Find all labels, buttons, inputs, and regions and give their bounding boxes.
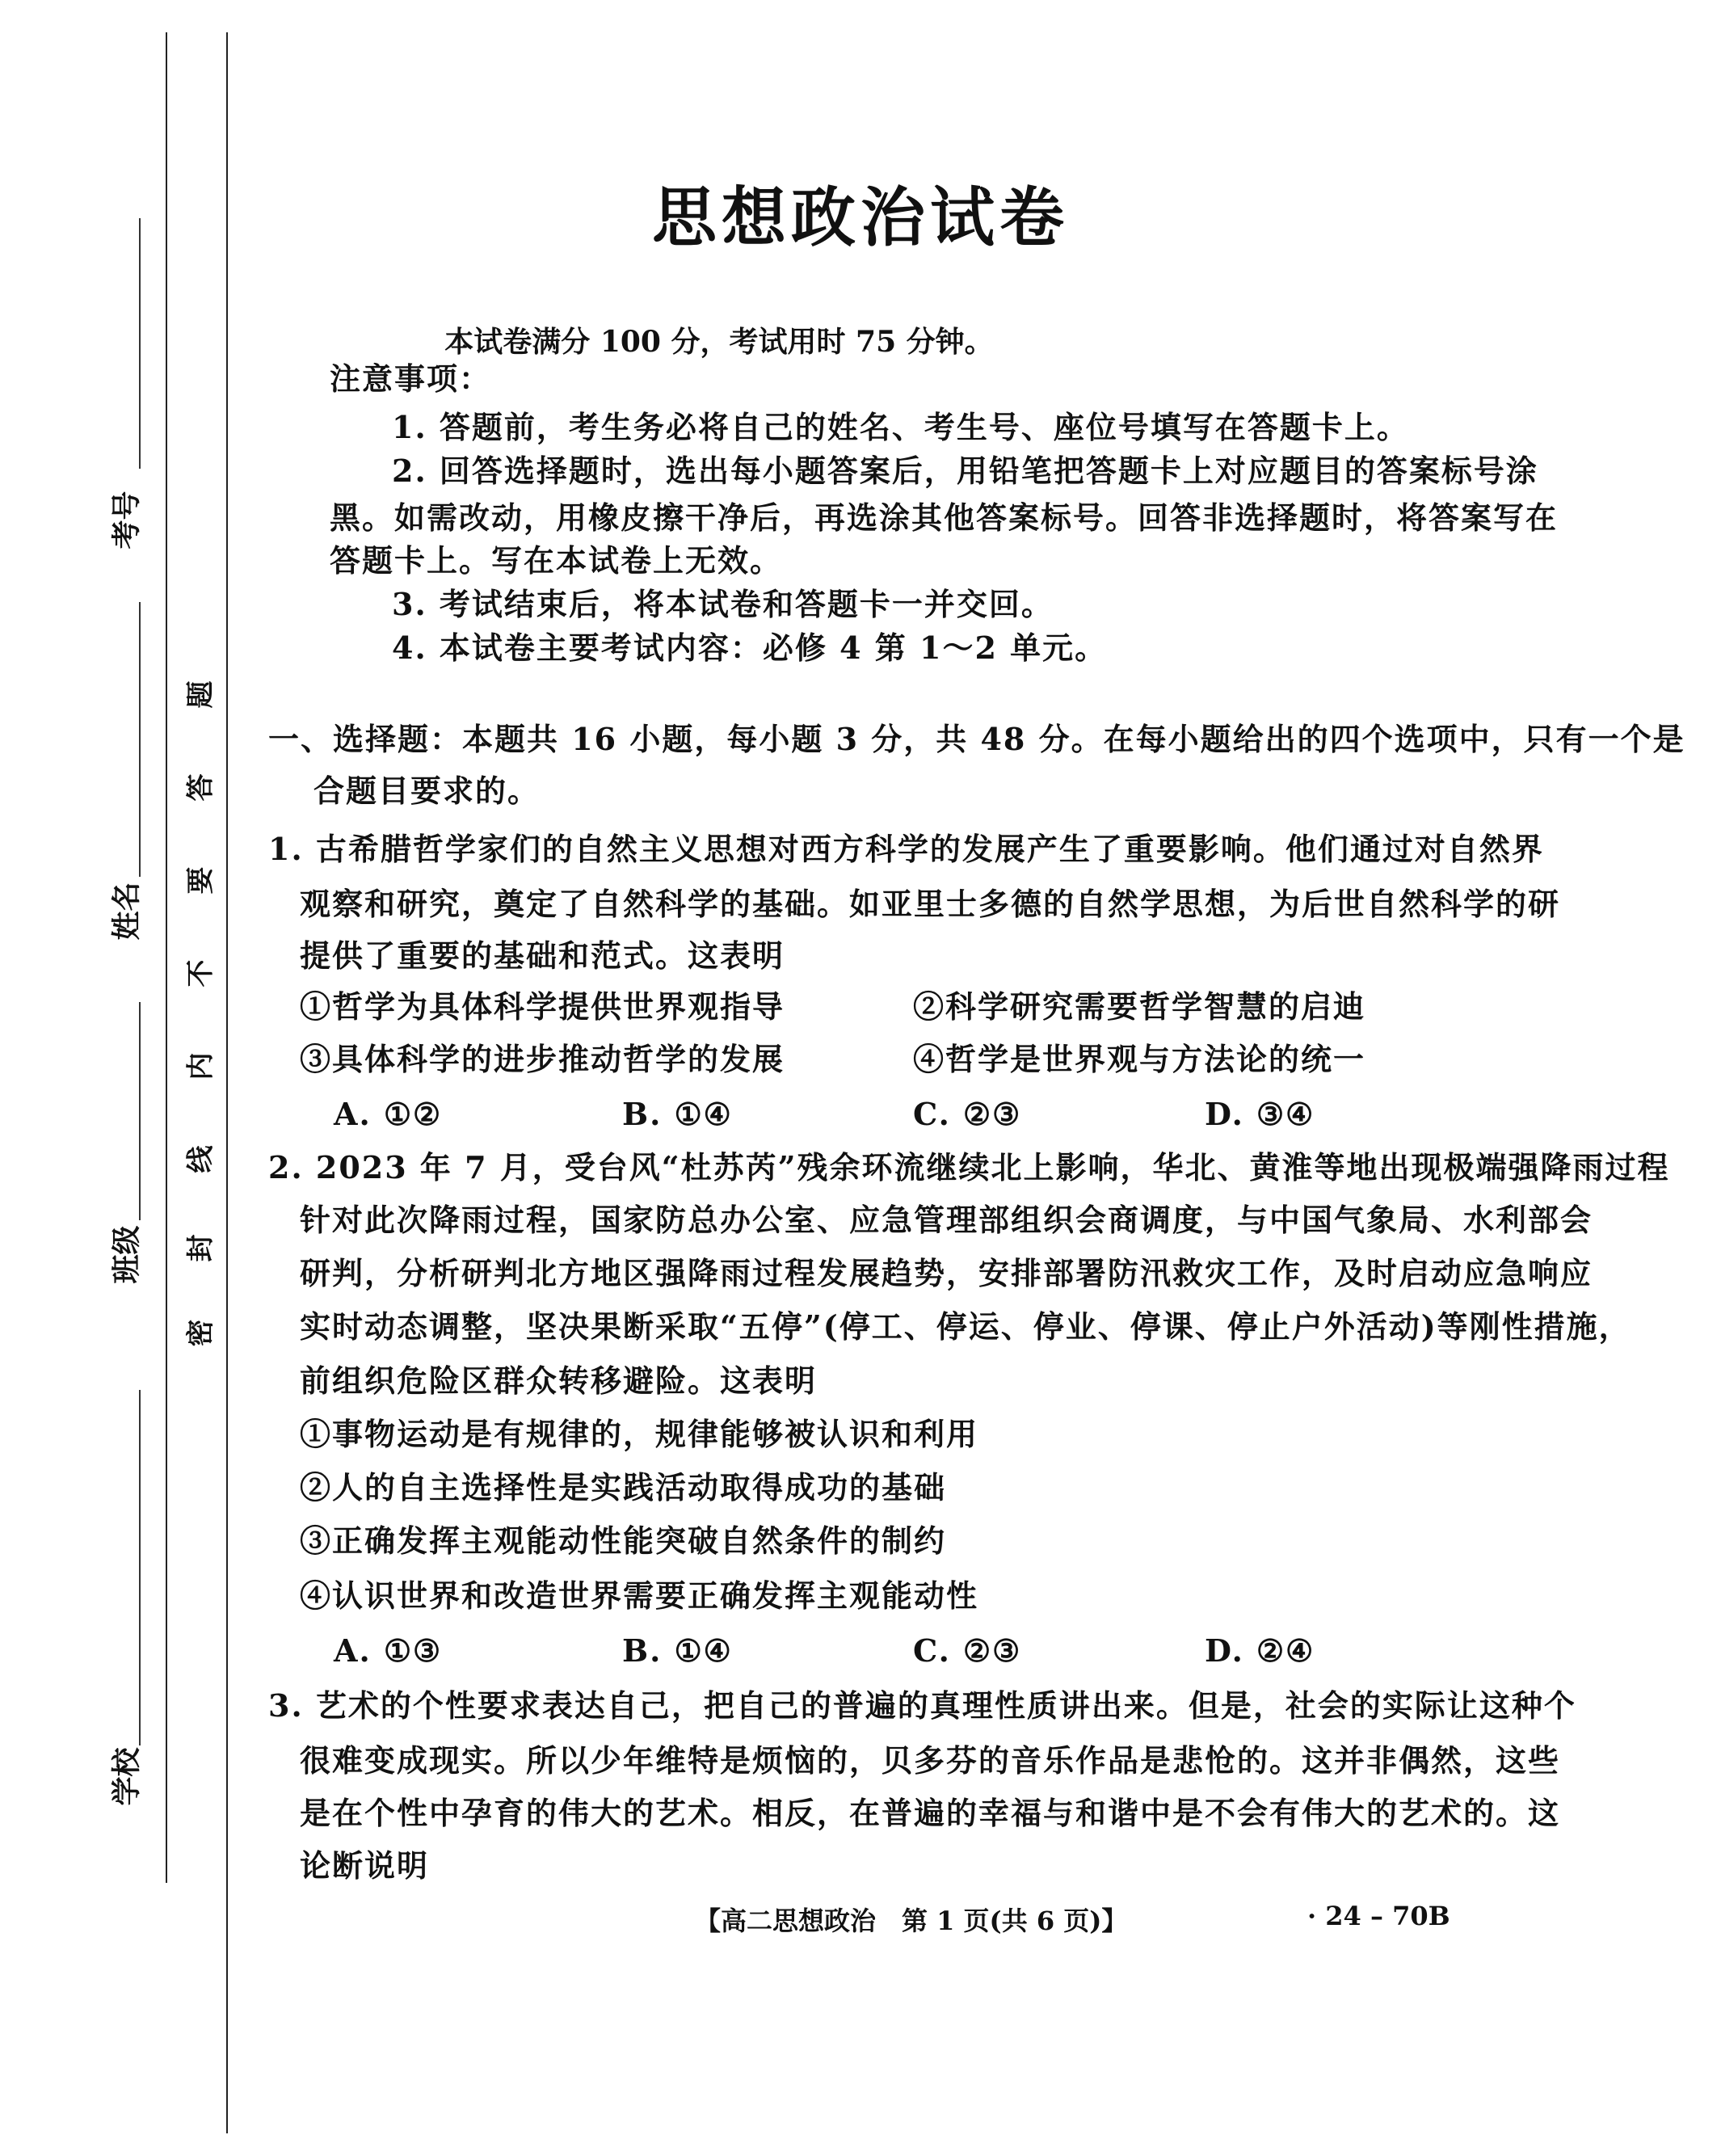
page-title: 思想政治试卷 xyxy=(652,179,1069,255)
seal-char: 题 xyxy=(184,680,217,709)
exam-number-label: 考号 xyxy=(109,491,144,550)
question-2-choice-a[interactable]: A. ①③ xyxy=(334,1632,443,1669)
class-label: 班级 xyxy=(109,1225,144,1284)
name-label: 姓名 xyxy=(109,882,144,941)
note-line: 3. 考试结束后，将本试卷和答题卡一并交回。 xyxy=(392,586,1054,622)
question-2-stem: 研判，分析研判北方地区强降雨过程发展趋势，安排部署防汛救灾工作，及时启动应急响应 xyxy=(300,1255,1593,1291)
question-1-stem: 1. 古希腊哲学家们的自然主义思想对西方科学的发展产生了重要影响。他们通过对自然界 xyxy=(268,831,1544,867)
note-line: 4. 本试卷主要考试内容：必修 4 第 1～2 单元。 xyxy=(392,630,1108,666)
question-1-choice-a[interactable]: A. ①② xyxy=(334,1096,443,1132)
school-label: 学校 xyxy=(109,1747,144,1806)
seal-char: 答 xyxy=(184,773,217,802)
section-heading: 合题目要求的。 xyxy=(313,773,541,809)
question-2-statement: ③正确发挥主观能动性能突破自然条件的制约 xyxy=(300,1522,947,1559)
question-1-choice-b[interactable]: B. ①④ xyxy=(622,1096,733,1132)
section-heading: 一、选择题：本题共 16 小题，每小题 3 分，共 48 分。在每小题给出的四个选项中，只有一个是 xyxy=(268,721,1685,757)
question-1-statement: ④哲学是世界观与方法论的统一 xyxy=(913,1041,1366,1077)
question-3-stem: 3. 艺术的个性要求表达自己，把自己的普遍的真理性质讲出来。但是，社会的实际让这种个 xyxy=(268,1687,1576,1724)
seal-char: 线 xyxy=(184,1145,217,1173)
seal-char: 内 xyxy=(184,1052,217,1080)
note-line: 答题卡上。写在本试卷上无效。 xyxy=(330,542,783,579)
question-1-stem: 提供了重要的基础和范式。这表明 xyxy=(300,937,785,974)
question-1-statement: ②科学研究需要哲学智慧的启迪 xyxy=(913,988,1366,1025)
question-2-statement: ④认识世界和改造世界需要正确发挥主观能动性 xyxy=(300,1577,979,1614)
question-2-choice-d[interactable]: D. ②④ xyxy=(1205,1632,1315,1669)
question-3-stem: 论断说明 xyxy=(300,1847,430,1884)
question-3-stem: 是在个性中孕育的伟大的艺术。相反，在普遍的幸福与和谐中是不会有伟大的艺术的。这 xyxy=(300,1795,1561,1831)
footer-code: · 24 – 70B xyxy=(1307,1901,1450,1931)
question-2-statement: ①事物运动是有规律的，规律能够被认识和利用 xyxy=(300,1416,979,1452)
notes-heading: 注意事项： xyxy=(330,360,492,397)
seal-char: 密 xyxy=(184,1319,217,1347)
question-2-statement: ②人的自主选择性是实践活动取得成功的基础 xyxy=(300,1469,947,1505)
question-2-stem: 实时动态调整，坚决果断采取“五停”(停工、停运、停业、停课、停止户外活动)等刚性措施， xyxy=(300,1308,1631,1345)
seal-char: 不 xyxy=(184,959,217,987)
note-line: 2. 回答选择题时，选出每小题答案后，用铅笔把答题卡上对应题目的答案标号涂 xyxy=(392,453,1538,489)
question-1-statement: ③具体科学的进步推动哲学的发展 xyxy=(300,1041,785,1077)
question-2-stem: 2. 2023 年 7 月，受台风“杜苏芮”残余环流继续北上影响，华北、黄淮等地出现极端强降雨过程 xyxy=(268,1149,1670,1185)
note-line: 1. 答题前，考生务必将自己的姓名、考生号、座位号填写在答题卡上。 xyxy=(392,409,1409,445)
question-2-choice-b[interactable]: B. ①④ xyxy=(622,1632,733,1669)
question-1-statement: ①哲学为具体科学提供世界观指导 xyxy=(300,988,785,1025)
question-2-stem: 前组织危险区群众转移避险。这表明 xyxy=(300,1362,818,1399)
seal-char: 要 xyxy=(184,866,217,895)
question-1-stem: 观察和研究，奠定了自然科学的基础。如亚里士多德的自然学思想，为后世自然科学的研 xyxy=(300,886,1561,922)
footer-page-info: 【高二思想政治 第 1 页(共 6 页)】 xyxy=(695,1905,1128,1936)
seal-char: 封 xyxy=(184,1234,217,1262)
exam-info: 本试卷满分 100 分，考试用时 75 分钟。 xyxy=(444,325,994,359)
question-2-stem: 针对此次降雨过程，国家防总办公室、应急管理部组织会商调度，与中国气象局、水利部会 xyxy=(300,1202,1593,1238)
question-2-choice-c[interactable]: C. ②③ xyxy=(913,1632,1022,1669)
question-3-stem: 很难变成现实。所以少年维特是烦恼的，贝多芬的音乐作品是悲怆的。这并非偶然，这些 xyxy=(300,1742,1561,1779)
question-1-choice-c[interactable]: C. ②③ xyxy=(913,1096,1022,1132)
note-line: 黑。如需改动，用橡皮擦干净后，再选涂其他答案标号。回答非选择题时，将答案写在 xyxy=(330,499,1559,536)
question-1-choice-d[interactable]: D. ③④ xyxy=(1205,1096,1315,1132)
